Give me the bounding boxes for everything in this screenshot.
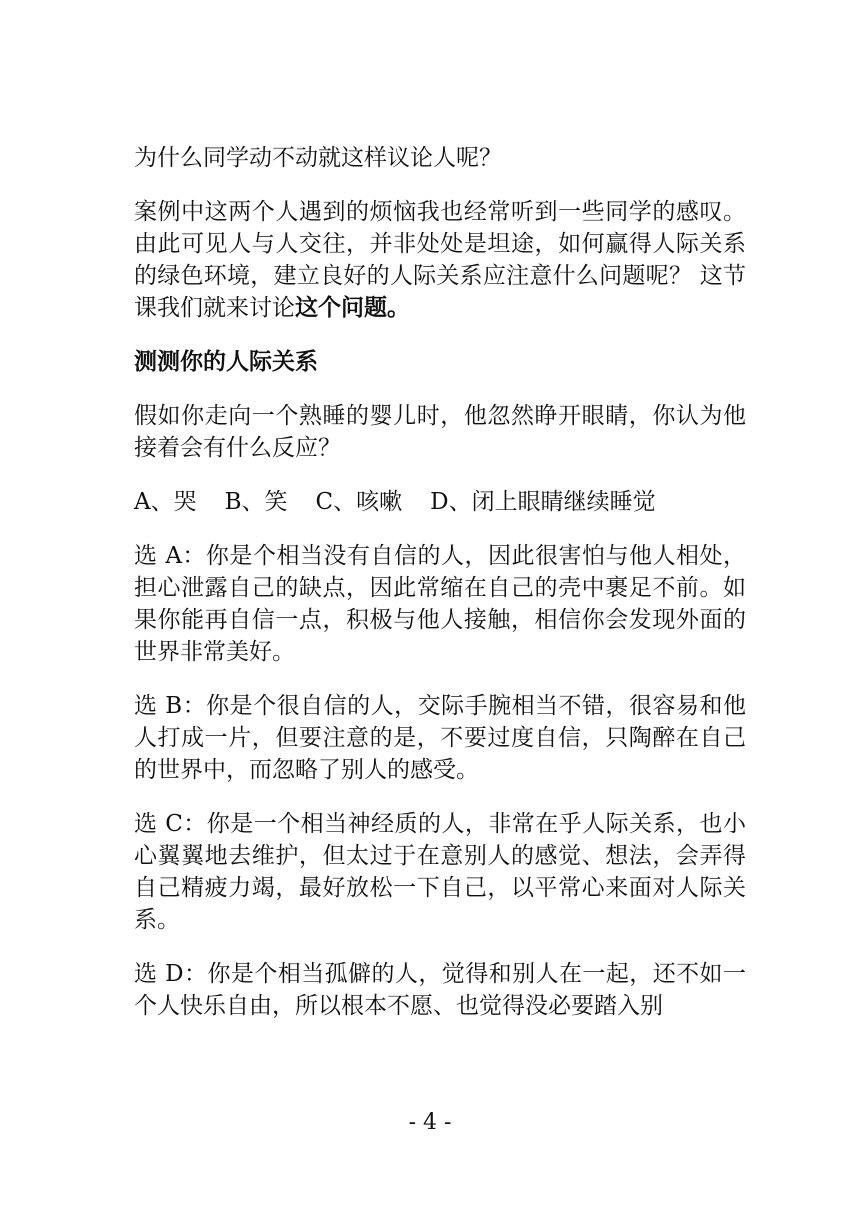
option-b: B、笑 xyxy=(224,489,288,515)
option-a: A、哭 xyxy=(134,489,197,515)
answer-a: 选 A：你是个相当没有自信的人，因此很害怕与他人相处，担心泄露自己的缺点，因此常缩在自己的壳中裹足不前。如果你能再自信一点，积极与他人接触，相信你会发现外面的世界非常美好。 xyxy=(134,543,746,665)
page-number: - 4 - xyxy=(408,1110,452,1135)
quiz-question: 假如你走向一个熟睡的婴儿时，他忽然睁开眼睛，你认为他接着会有什么反应？ xyxy=(134,403,746,461)
answer-d: 选 D：你是个相当孤僻的人，觉得和别人在一起，还不如一个人快乐自由，所以根本不愿、也觉得没必要踏入别 xyxy=(134,961,746,1019)
intro-paragraph xyxy=(134,196,746,324)
option-d: D、闭上眼睛继续睡觉 xyxy=(430,489,656,515)
document-body xyxy=(134,142,746,1044)
intro-paragraph-text: 案例中这两个人遇到的烦恼我也经常听到一些同学的感叹。由此可见人与人交往，并非处处是坦途，如何赢得人际关系的绿色环境，建立良好的人际关系应注意什么问题呢？ 这节课我们就来讨论 xyxy=(134,199,746,321)
quiz-options xyxy=(134,486,746,518)
intro-question: 为什么同学动不动就这样议论人呢？ xyxy=(134,145,502,171)
intro-paragraph-bold: 这个问题。 xyxy=(295,295,410,321)
answer-b: 选 B：你是个很自信的人，交际手腕相当不错，很容易和他人打成一片，但要注意的是，不要过度自信，只陶醉在自己的世界中，而忽略了别人的感受。 xyxy=(134,693,746,783)
answer-c: 选 C：你是一个相当神经质的人，非常在乎人际关系，也小心翼翼地去维护，但太过于在意别人的感觉、想法，会弄得自己精疲力竭，最好放松一下自己，以平常心来面对人际关系。 xyxy=(134,811,746,933)
quiz-heading: 测测你的人际关系 xyxy=(134,349,318,375)
option-c: C、咳嗽 xyxy=(315,489,403,515)
